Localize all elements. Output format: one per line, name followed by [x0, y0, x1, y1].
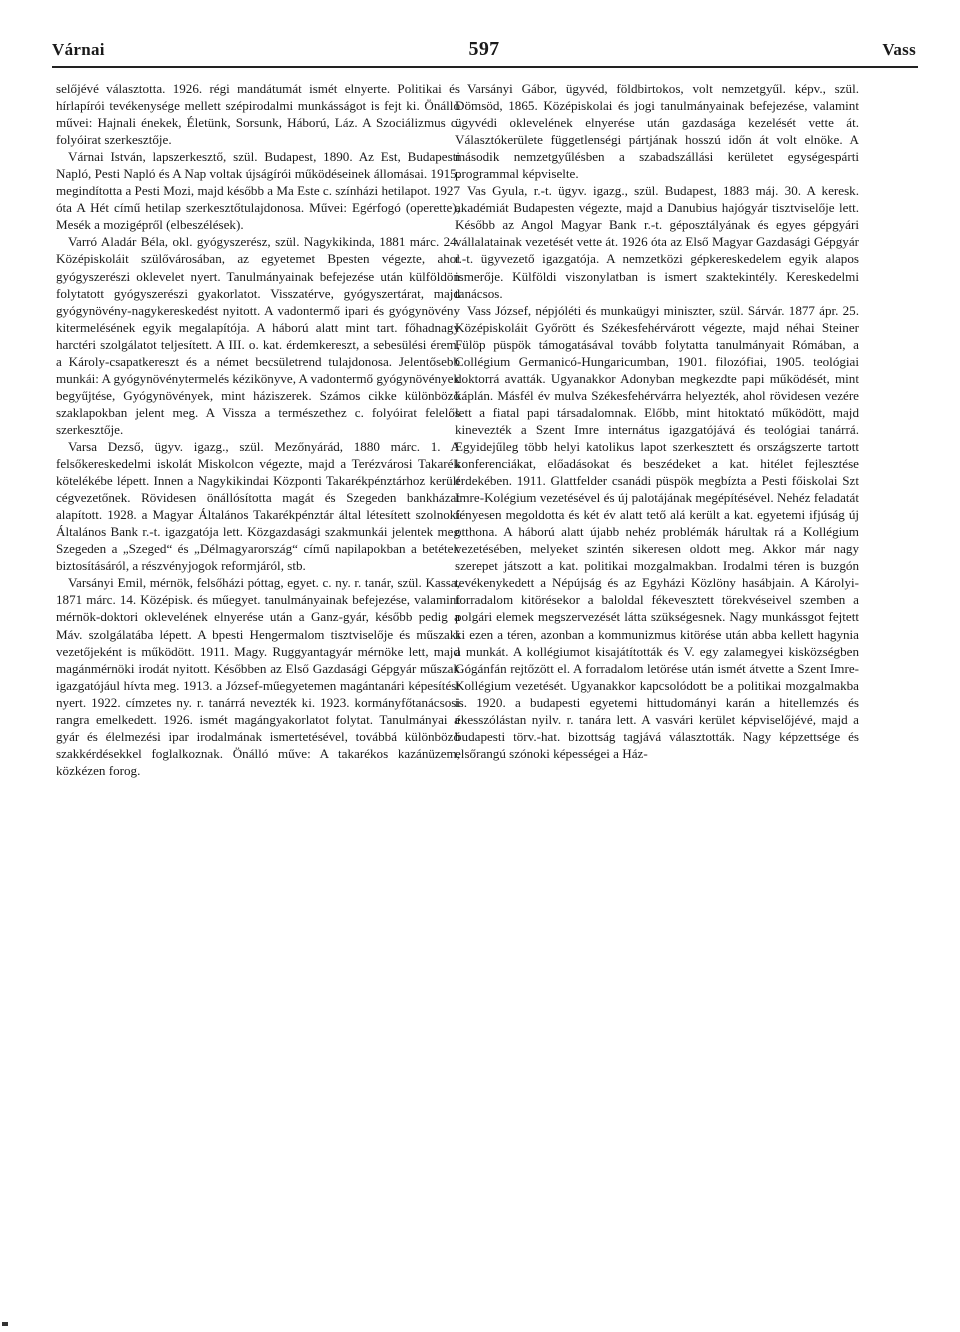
- header-left-word: Várnai: [52, 40, 105, 59]
- scan-mark: [2, 1322, 8, 1326]
- biography-entry: Várnai István, lapszerkesztő, szül. Budapest, 1890. Az Est, Budapesti Napló, Pesti Napló és A Nap voltak újságírói működéseinek állomásai. 1915. megindította a Pesti Mozi, majd később a Ma Este c. színházi hetilapot. 1927 óta A Hét című hetilap szerkesztőtulajdonosa. Művei: Egérfogó (operette), Mesék a mozigépről (elbeszélések).: [56, 149, 461, 233]
- biography-entry: Varsányi Gábor, ügyvéd, földbirtokos, volt nemzetgyűl. képv., szül. Dömsöd, 1865. Középiskolai és jogi tanulmányainak befejezése, valamint ügyvédi oklevelének elnyerése után gazdasága kezelését vette át. Választókerülete függetlenségi pártjának hosszú időn át volt elnöke. A második nemzetgyűlésben a szabadszállási kerületet egységespárti programmal képviselte.: [455, 81, 859, 182]
- page-number: 597: [468, 38, 500, 60]
- right-column: [455, 80, 859, 762]
- biography-entry: Varsa Dezső, ügyv. igazg., szül. Mezőnyárád, 1880 márc. 1. A felsőkereskedelmi iskolát Miskolcon végezte, majd a Terézvárosi Takarék kötelékébe lépett. Innen a Nagykikindai Központi Takarékpénztárhoz került cégvezetőnek. Rövidesen önállósította magát és Szegeden bankházat alapított. 1928. a Magyar Általános Takarékpénztár által létesített szolnoki Általános Bank r.-t. igazgatója lett. Közgazdasági szakmunkái jelentek meg Szegeden a „Szeged“ és „Délmagyarország“ című napilapokban a betétek biztosításáról, a részvényjogok reformjáról, stb.: [56, 438, 460, 574]
- running-header: [52, 40, 916, 66]
- biography-entry: Varsányi Emil, mérnök, felsőházi póttag, egyet. c. ny. r. tanár, szül. Kassa, 1871 márc. 14. Középisk. és műegyet. tanulmányainak befejezése, valamint mérnök-doktori oklevelének elnyerése után a Ganz-gyár, később pedig a Máv. szolgálatába lépett. A bpesti Hengermalom tisztviselője és műszaki vezetőjeként is működött. 1911. Magy. Ruggyantagyár mérnöke lett, majd magánmérnöki irodát nyitott. Későbben az Első Gazdasági Gépgyár műszak igazgatójául hívta meg. 1913. a József-műegyetemen magántanári képesítést nyert. 1922. címzetes ny. r. tanárrá nevezték ki. 1923. kormányfőtanácsosi rangra emelkedett. 1926. ismét magángyakorlatot folytat. Tanulmányai a gyár és élelmezési ipar irodalmának ismertetésével, továbbá különböző szakkérdésekkel foglalkoznak. Önálló műve: A takarékos kazánüzem, közkézen forog.: [56, 575, 460, 778]
- biography-entry: Vas Gyula, r.-t. ügyv. igazg., szül. Budapest, 1883 máj. 30. A keresk. akadémiát Budapesten végezte, majd a Danubius hajógyár tisztviselője lett. Később az Angol Magyar Bank r.-t. géposztályának és egyes gépgyári vállalatainak vezetését vette át. 1926 óta az Első Magyar Gazdasági Gépgyár r.-t. ügyvezető igazgatója. A nemzetközi gépkereskedelem egyik alapos ismerője. Külföldi viszonylatban is ismert szaktekintély. Kereskedelmi tanácsos.: [455, 183, 859, 301]
- left-column: [56, 80, 460, 779]
- biography-entry: Vass József, népjóléti és munkaügyi miniszter, szül. Sárvár. 1877 ápr. 25. Középiskoláit Győrött és Székesfehérvárott végezte, majd néhai Steiner Fülöp püspök támogatásával tovább folytatta tanulmányait Rómában, a Collégium Germanicó-Hungaricumban, 1901. filozófiai, 1905. teológiai doktorrá avatták. Ugyanakkor Adonyban megkezdte papi működését, mint káplán. Másfél év mulva Székesfehérvárra helyezték, ahol rövidesen vezére lett a fiatal papi társadalomnak. Előbb, mint hitoktató működött, majd kinevezték a Szent Imre internátus igazgatójává és teológiai tanárrá. Egyidejűleg több helyi katolikus lapot szerkesztett és országszerte tartott konferenciákat, előadásokat és beszédeket a kat. hitélet fejlesztése érdekében. 1911. Glattfelder csanádi püspök megbízta a Pesti főiskolai Szt Imre-Kolégium vezetésével és új palotájának megépítésével. Nehéz feladatát fényesen megoldotta és két év alatt tető alá került a kat. egyetemi ifjúság új otthona. A háború alatt újabb nehéz problémák hárultak rá a Kollégium vezetésében, melyeket szintén sikeresen oldott meg. Akkor már nagy szerepet játszott a kat. politikai mozgalmakban. Irodalmi téren is buzgón tevékenykedett a Népújság és az Egyházi Közlöny hasábjain. A Károlyi-forradalom kitörésekor a baloldal fékevesztett törekvéseivel szemben a polgári elemek megszervezését látta szükségesnek. Nagy munkássgot fejtett ki ezen a téren, azonban a kommunizmus kitörése után abba kellett hagynia a munkát. A kollégiumot kisajátították és V. egy zalamegyei kisközségben Gógánfán rejtőzött el. A forradalom letörése után ismét átvette a Szent Imre-Kollégium vezetését. Ugyanakkor kapcsolódott be a politikai mozgalmakba is. 1920. a budapesti egyetemi hittudományi karán a hitellemzés és ékesszólástan nyilv. r. tanára lett. A vasvári kerület képviselőjévé, majd a budapesti törv.-hat. bizottság tagjává választották. Nagy képzettsége és elsőrangú szónoki képességei a Ház-: [455, 302, 859, 761]
- biography-entry: selőjévé választotta. 1926. régi mandátumát ismét elnyerte. Politikai és hírlapírói tevékenysége mellett szépirodalmi munkásságot is fejt ki. Önálló művei: Hajnali énekek, Életünk, Sorsunk, Háború, Láz. A Szociálizmus c. folyóirat szerkesztője.: [56, 81, 460, 148]
- header-right-word: Vass: [882, 40, 916, 59]
- biography-entry: Varró Aladár Béla, okl. gyógyszerész, szül. Nagykikinda, 1881 márc. 24. Középiskoláit szülővárosában, az egyetemet Bpesten végezte, ahol gyógyszerészi oklevelet nyert. Tanulmányainak befejezése után külföldön folytatott gyógyszerészi gyakorlatot. Visszatérve, gyógyszertárat, majd gyógynövény-nagykereskedést nyitott. A vadontermő ipari és gyógynövény kitermelésének egyik megalapítója. A háború alatt mint tart. főhadnagy harctéri szolgálatot teljesített. A III. o. kat. érdemkereszt, a sebesülési érem, a Károly-csapatkereszt és a német becsületrend tulajdonosa. Jelentősebb munkái: A gyógynövénytermelés kézikönyve, A vadontermő gyógynövények begyűjtése, Gyógynövények, mint háziszerek. Számos cikke különböző szaklapokban jelent meg. A Vissza a természethez c. folyóirat felelős szerkesztője.: [56, 234, 461, 437]
- header-rule: [52, 66, 918, 68]
